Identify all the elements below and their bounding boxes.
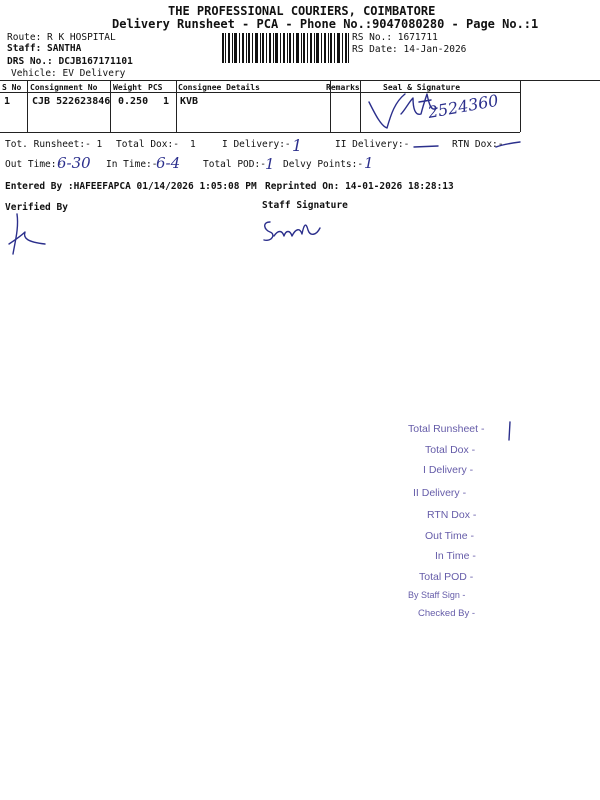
stamp-line: II Delivery -: [413, 487, 467, 499]
staff-text: Staff: SANTHA: [7, 43, 82, 54]
route-text: Route: R K HOSPITAL: [7, 32, 116, 43]
ii-delivery-label: II Delivery:-: [335, 139, 410, 150]
row-consignee: KVB: [180, 96, 199, 107]
delvy-points-handwritten-image: [361, 150, 377, 174]
ii-delivery-dash: [412, 140, 442, 152]
total-dox-value: 1: [190, 139, 196, 150]
header-weight: Weight: [113, 83, 142, 92]
header-sno: S No: [2, 83, 22, 92]
in-time-handwritten-image: [154, 150, 198, 174]
entered-by: Entered By :HAFEEFAPCA 01/14/2026 1:05:08 PM: [5, 181, 257, 192]
rtn-dox-dash: [494, 138, 524, 152]
verified-by-label: Verified By: [5, 202, 68, 213]
row-sno: 1: [4, 96, 11, 107]
seal-signature-image: [365, 84, 525, 134]
staff-signature-image: [260, 214, 330, 244]
drs-number: DRS No.: DCJB167171101: [7, 56, 133, 67]
header-pcs: PCS: [148, 83, 163, 92]
header-consignee: Consignee Details: [178, 83, 260, 92]
stamp-line: Checked By -: [418, 608, 476, 619]
rtn-dox-label: RTN Dox:-: [452, 139, 504, 150]
vehicle-text: Vehicle: EV Delivery: [11, 68, 126, 79]
rs-date: RS Date: 14-Jan-2026: [352, 44, 467, 55]
in-time-label: In Time:-: [106, 159, 158, 170]
delvy-points-handwritten: 1: [364, 154, 374, 172]
header-remarks: Remarks: [326, 83, 360, 92]
header-consignment: Consignment No: [30, 83, 98, 92]
stamp-line: In Time -: [435, 550, 476, 562]
runsheet-subtitle: Delivery Runsheet - PCA - Phone No.:9047080280 - Page No.:1: [112, 17, 539, 31]
barcode-image: [222, 33, 350, 63]
row-consignment: CJB 522623846: [32, 96, 111, 107]
stamp-line: RTN Dox -: [427, 509, 477, 521]
stamp-line: Total Dox -: [425, 444, 476, 456]
col-divider: [176, 80, 177, 132]
stamp-line: Total Runsheet -: [408, 423, 485, 435]
out-time-handwritten: 6-30: [57, 154, 91, 172]
total-pod-handwritten: 1: [265, 155, 275, 173]
verified-signature-image: [5, 210, 55, 260]
total-pod-handwritten-image: [262, 152, 278, 174]
i-delivery-label: I Delivery:-: [222, 139, 291, 150]
out-time-handwritten-image: [55, 150, 99, 174]
stamp-line: By Staff Sign -: [408, 590, 466, 600]
stamp-handwritten-mark: [505, 420, 515, 444]
total-pod-label: Total POD:-: [203, 159, 266, 170]
col-divider: [27, 80, 28, 132]
in-time-handwritten: 6-4: [156, 154, 181, 172]
i-delivery-handwritten-image: [288, 134, 308, 156]
tot-runsheet: Tot. Runsheet:- 1: [5, 139, 103, 150]
rs-number: RS No.: 1671711: [352, 32, 438, 43]
company-title: THE PROFESSIONAL COURIERS, COIMBATORE: [168, 4, 436, 18]
i-delivery-handwritten: 1: [292, 136, 303, 155]
table-top-border: [0, 80, 600, 81]
header-seal: Seal & Signature: [383, 83, 461, 92]
row-pcs: 1: [163, 96, 170, 107]
total-dox-label: Total Dox:-: [116, 139, 179, 150]
stamp-line: Out Time -: [425, 530, 475, 542]
reprinted-on: Reprinted On: 14-01-2026 18:28:13: [265, 181, 454, 192]
col-divider: [360, 80, 361, 132]
row-weight: 0.250: [118, 96, 149, 107]
stamp-line: Total POD -: [419, 571, 474, 583]
stamp-line: I Delivery -: [423, 464, 474, 476]
staff-signature-label: Staff Signature: [262, 200, 348, 211]
seal-handwritten-number: 2524360: [426, 90, 500, 122]
delvy-points-label: Delvy Points:-: [283, 159, 364, 170]
out-time-label: Out Time:-: [5, 159, 63, 170]
